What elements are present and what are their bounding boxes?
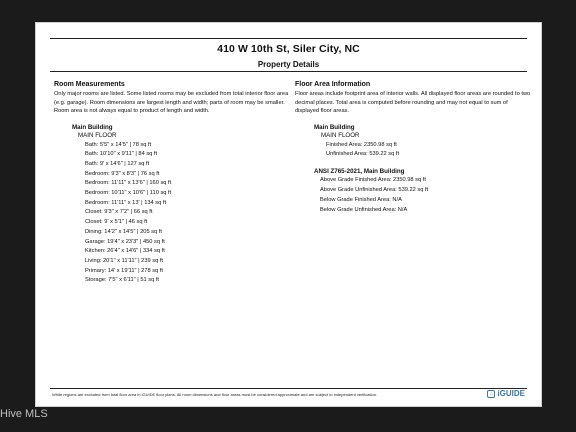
room-item: Bedroom: 11'11" x 13' | 134 sq ft: [85, 199, 167, 206]
document-subtitle: Property Details: [257, 60, 320, 69]
room-item: Garage: 19'4" x 23'3" | 450 sq ft: [85, 238, 165, 245]
floor-label: MAIN FLOOR: [321, 132, 360, 139]
iguide-logo-icon: ⌂: [487, 390, 495, 398]
floor-label: MAIN FLOOR: [78, 132, 117, 139]
subtitle-divider: [50, 71, 527, 72]
floor-area-description: Floor areas include footprint area of interior walls. All displayed floor areas are rounded to two decimal places. Total area is computed before rounding and may not equal to sum of displayed floor areas.: [295, 91, 531, 114]
room-item: Bath: 10'10" x 9'11" | 84 sq ft: [85, 151, 158, 158]
document-title: 410 W 10th St, Siler City, NC: [217, 43, 360, 55]
building-label: Main Building: [72, 123, 113, 131]
iguide-logo: [487, 389, 525, 398]
room-item: Kitchen: 26'4" x 14'6" | 334 sq ft: [85, 248, 165, 255]
room-item: Bedroom: 11'11" x 13'6" | 160 sq ft: [85, 180, 172, 187]
ansi-item: Above Grade Finished Area: 2350.98 sq ft: [320, 177, 426, 184]
floor-area-section: [295, 80, 531, 215]
room-item: Closet: 9'3" x 7'2" | 66 sq ft: [85, 209, 153, 216]
room-item: Closet: 9' x 5'1" | 46 sq ft: [85, 219, 148, 226]
room-item: Bedroom: 9'3" x 8'3" | 76 sq ft: [85, 170, 160, 177]
room-measurements-heading: Room Measurements: [54, 81, 125, 88]
room-item: Dining: 14'2" x 14'5" | 205 sq ft: [85, 228, 162, 235]
area-item: Finished Area: 2350.98 sq ft: [326, 141, 397, 148]
room-measurements-description: Only major rooms are listed. Some listed rooms may be excluded from total interior floor area (e.g. garage). Room dimensions are largest length and width; parts of room may be smaller. Room area is not always equal to product of length and width.: [54, 91, 289, 114]
room-item: Storage: 7'5" x 6'11" | 51 sq ft: [85, 277, 159, 284]
room-item: Bath: 9' x 14'6" | 127 sq ft: [85, 160, 150, 167]
room-measurements-section: [54, 80, 289, 286]
ansi-item: Below Grade Unfinished Area: N/A: [320, 206, 408, 213]
room-item: Living: 20'1" x 11'11" | 239 sq ft: [85, 257, 163, 264]
building-label: Main Building: [314, 123, 355, 131]
ansi-heading: ANSI Z765-2021, Main Building: [314, 167, 405, 175]
footer-divider: [50, 388, 527, 389]
room-item: Bedroom: 10'11" x 10'6" | 110 sq ft: [85, 190, 172, 197]
floor-area-heading: Floor Area Information: [295, 81, 371, 88]
header-divider: [50, 38, 527, 39]
ansi-item: Below Grade Finished Area: N/A: [320, 196, 402, 203]
document-page: [35, 22, 542, 407]
ansi-item: Above Grade Unfinished Area: 539.22 sq ft: [320, 187, 429, 194]
footer-note: White regions are excluded from total floor area in iGUIDE floor plans. All room dimensions and floor areas must be considered approximate and are subject to independent verification.: [52, 392, 378, 397]
room-item: Bath: 5'5" x 14'5" | 78 sq ft: [85, 141, 152, 148]
room-item: Primary: 14' x 19'11" | 278 sq ft: [85, 267, 163, 274]
iguide-logo-text: iGUIDE: [497, 389, 525, 398]
area-item: Unfinished Area: 539.22 sq ft: [326, 151, 400, 158]
mls-watermark: Hive MLS: [0, 408, 48, 420]
